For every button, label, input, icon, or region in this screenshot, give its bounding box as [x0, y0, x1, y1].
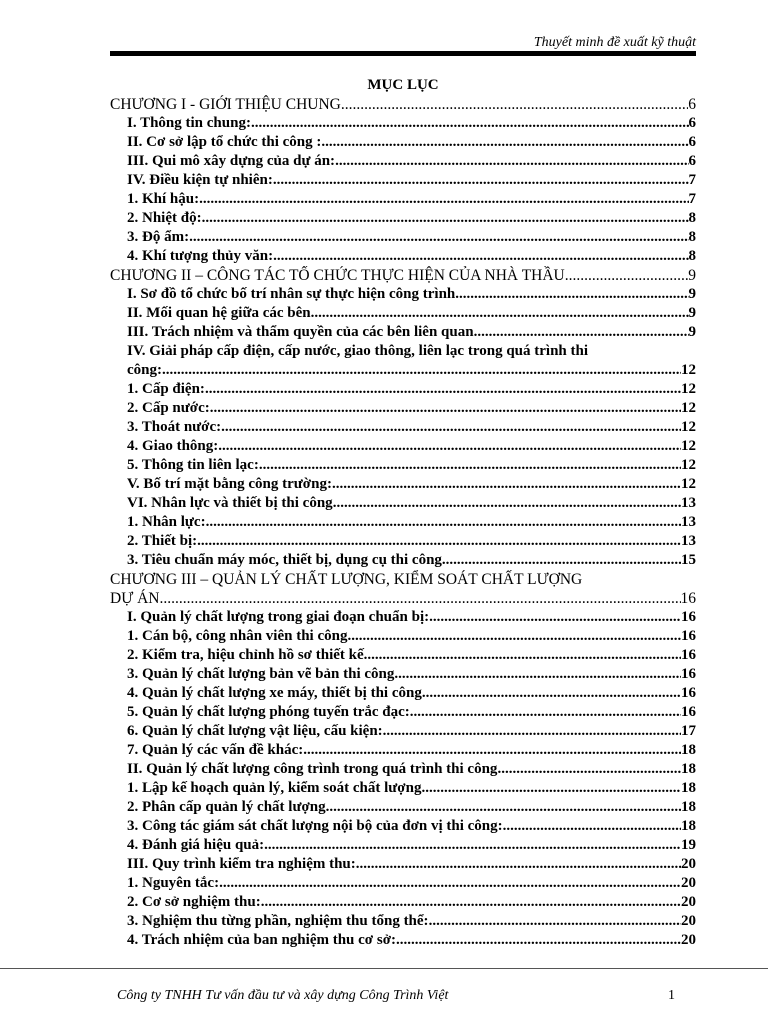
toc-entry[interactable] — [110, 836, 696, 855]
toc-leader-dots — [219, 874, 681, 893]
toc-entry-label: CHƯƠNG II – CÔNG TÁC TỔ CHỨC THỰC HIỆN CỦA NHÀ THẦU — [110, 267, 565, 284]
toc-leader-dots — [383, 722, 681, 741]
toc-entry[interactable] — [110, 665, 696, 684]
toc-entry-label: II. Cơ sở lập tổ chức thi công : — [127, 134, 322, 150]
toc-entry[interactable] — [110, 380, 696, 399]
toc-leader-dots — [503, 817, 681, 836]
toc-chapter-entry[interactable] — [110, 95, 696, 114]
toc-page-number: 12 — [681, 438, 696, 454]
toc-entry-label: 1. Cấp điện: — [127, 381, 205, 397]
toc-entry[interactable] — [110, 855, 696, 874]
toc-page-number: 6 — [688, 153, 696, 169]
toc-leader-dots — [159, 589, 680, 608]
toc-entry[interactable] — [110, 437, 696, 456]
toc-entry[interactable] — [110, 760, 696, 779]
toc-entry[interactable] — [110, 741, 696, 760]
toc-entry[interactable] — [110, 893, 696, 912]
toc-page-number: 16 — [681, 609, 696, 625]
toc-page-number: 12 — [681, 362, 696, 378]
toc-entry[interactable] — [110, 456, 696, 475]
toc-entry-label: 4. Khí tượng thủy văn: — [127, 248, 274, 264]
toc-entry-label: 4. Trách nhiệm của ban nghiệm thu cơ sở: — [127, 932, 397, 948]
toc-page-number: 18 — [681, 761, 696, 777]
toc-entry[interactable] — [110, 627, 696, 646]
toc-leader-dots — [341, 95, 688, 114]
toc-page-number: 6 — [688, 115, 696, 131]
toc-entry-label: 2. Kiểm tra, hiệu chỉnh hồ sơ thiết kế — [127, 647, 364, 663]
toc-leader-dots — [335, 152, 688, 171]
toc-entry-label: 1. Cán bộ, công nhân viên thi công — [127, 628, 348, 644]
toc-entry[interactable] — [110, 798, 696, 817]
toc-entry-label: 1. Lập kế hoạch quản lý, kiểm soát chất lượng — [127, 780, 422, 796]
toc-entry-label: DỰ ÁN — [110, 590, 160, 607]
toc-leader-dots — [347, 627, 681, 646]
toc-entry-label: 4. Giao thông: — [127, 438, 219, 454]
toc-chapter-entry[interactable] — [110, 266, 696, 285]
toc-page-number: 18 — [681, 742, 696, 758]
toc-leader-dots — [251, 114, 689, 133]
toc-entry[interactable] — [110, 532, 696, 551]
toc-page-number: 12 — [681, 476, 696, 492]
toc-leader-dots — [162, 361, 681, 380]
toc-entry[interactable] — [110, 304, 696, 323]
toc-entry-label: III. Quy trình kiểm tra nghiệm thu: — [127, 856, 356, 872]
toc-page-number: 12 — [681, 419, 696, 435]
toc-page-number: 16 — [681, 666, 696, 682]
toc-page-number: 18 — [681, 818, 696, 834]
toc-entry[interactable] — [110, 418, 696, 437]
toc-entry-label: 3. Quản lý chất lượng bản vẽ bản thi công — [127, 666, 395, 682]
toc-leader-dots — [221, 418, 681, 437]
toc-entry[interactable] — [110, 399, 696, 418]
toc-leader-dots — [210, 399, 681, 418]
toc-leader-dots — [396, 931, 681, 950]
toc-entry-label: 1. Nguyên tắc: — [127, 875, 220, 891]
toc-entry[interactable] — [110, 190, 696, 209]
toc-entry[interactable] — [110, 551, 696, 570]
toc-leader-dots — [197, 532, 681, 551]
toc-leader-dots — [455, 285, 688, 304]
toc-entry-label: III. Qui mô xây dựng của dự án: — [127, 153, 336, 169]
toc-entry-label: VI. Nhân lực và thiết bị thi công — [127, 495, 333, 511]
toc-entry-label: 2. Cơ sở nghiệm thu: — [127, 894, 261, 910]
toc-entry-continuation[interactable] — [110, 361, 696, 380]
toc-page-number: 18 — [681, 780, 696, 796]
toc-leader-dots — [261, 893, 681, 912]
toc-page-number: 7 — [688, 191, 696, 207]
toc-leader-dots — [205, 380, 681, 399]
toc-entry[interactable] — [110, 171, 696, 190]
toc-page-number: 16 — [680, 590, 696, 607]
table-of-contents — [110, 95, 696, 950]
toc-entry-label: 2. Nhiệt độ: — [127, 210, 202, 226]
toc-entry[interactable] — [110, 228, 696, 247]
toc-entry-label: 1. Nhân lực: — [127, 514, 206, 530]
toc-leader-dots — [273, 247, 688, 266]
toc-entry-label: II. Quản lý chất lượng công trình trong quá trình thi công — [127, 761, 498, 777]
toc-page-number: 13 — [681, 495, 696, 511]
toc-entry[interactable] — [110, 779, 696, 798]
toc-page-number: 15 — [681, 552, 696, 568]
toc-leader-dots — [259, 456, 681, 475]
toc-leader-dots — [429, 912, 681, 931]
toc-entry-label: II. Mối quan hệ giữa các bên — [127, 305, 311, 321]
toc-entry[interactable] — [110, 247, 696, 266]
toc-leader-dots — [333, 494, 681, 513]
toc-entry[interactable] — [110, 722, 696, 741]
toc-leader-dots — [199, 190, 688, 209]
toc-page-number: 16 — [681, 647, 696, 663]
toc-page-number: 9 — [688, 267, 696, 284]
toc-page-number: 20 — [681, 913, 696, 929]
toc-page-number: 20 — [681, 875, 696, 891]
footer-rule — [0, 968, 768, 969]
toc-entry[interactable] — [110, 133, 696, 152]
toc-leader-dots — [303, 741, 681, 760]
header-title: Thuyết minh đề xuất kỹ thuật — [533, 35, 696, 50]
toc-leader-dots — [218, 437, 681, 456]
header-rule — [110, 51, 696, 56]
toc-leader-dots — [332, 475, 681, 494]
toc-entry[interactable] — [110, 513, 696, 532]
toc-page-number: 9 — [688, 324, 696, 340]
footer-page-number: 1 — [668, 988, 675, 1003]
toc-leader-dots — [206, 513, 681, 532]
toc-entry-label: 6. Quản lý chất lượng vật liệu, cấu kiện: — [127, 723, 383, 739]
toc-entry[interactable] — [110, 152, 696, 171]
toc-entry[interactable]: IV. Giải pháp cấp điện, cấp nước, giao thông, liên lạc trong quá trình thi — [127, 343, 589, 359]
toc-leader-dots — [422, 684, 681, 703]
toc-page-number: 6 — [688, 134, 696, 150]
toc-entry-label: III. Trách nhiệm và thẩm quyền của các bên liên quan — [127, 324, 474, 340]
toc-page-number: 20 — [681, 856, 696, 872]
toc-entry[interactable] — [110, 931, 696, 950]
toc-leader-dots — [429, 608, 681, 627]
toc-entry-label: 5. Quản lý chất lượng phóng tuyến trắc đạc: — [127, 704, 410, 720]
toc-chapter-entry[interactable]: CHƯƠNG III – QUẢN LÝ CHẤT LƯỢNG, KIỂM SOÁT CHẤT LƯỢNG — [110, 571, 583, 588]
toc-leader-dots — [273, 171, 689, 190]
toc-leader-dots — [410, 703, 681, 722]
toc-leader-dots — [311, 304, 689, 323]
toc-entry-label: 5. Thông tin liên lạc: — [127, 457, 259, 473]
toc-leader-dots — [394, 665, 681, 684]
toc-entry-label: 7. Quản lý các vấn đề khác: — [127, 742, 304, 758]
toc-entry[interactable] — [110, 703, 696, 722]
toc-title: MỤC LỤC — [367, 77, 439, 93]
toc-leader-dots — [356, 855, 681, 874]
toc-entry-label: 2. Phân cấp quản lý chất lượng — [127, 799, 326, 815]
toc-entry-label: 3. Độ ẩm: — [127, 229, 190, 245]
toc-entry-label: 2. Thiết bị: — [127, 533, 198, 549]
toc-leader-dots — [565, 266, 689, 285]
toc-entry[interactable] — [110, 114, 696, 133]
toc-page-number: 16 — [681, 704, 696, 720]
toc-page-number: 9 — [688, 286, 696, 302]
toc-entry-label: 2. Cấp nước: — [127, 400, 210, 416]
toc-page-number: 16 — [681, 685, 696, 701]
toc-leader-dots — [497, 760, 681, 779]
toc-page-number: 13 — [681, 514, 696, 530]
toc-entry-label: 3. Tiêu chuẩn máy móc, thiết bị, dụng cụ thi công — [127, 552, 442, 568]
toc-page-number: 8 — [688, 229, 696, 245]
toc-entry[interactable] — [110, 209, 696, 228]
toc-entry-label: công: — [127, 362, 162, 378]
toc-page-number: 13 — [681, 533, 696, 549]
toc-entry-label: CHƯƠNG I - GIỚI THIỆU CHUNG — [110, 96, 341, 113]
toc-entry-label: 4. Đánh giá hiệu quả: — [127, 837, 265, 853]
toc-entry[interactable] — [110, 912, 696, 931]
toc-entry[interactable] — [110, 646, 696, 665]
toc-entry[interactable] — [110, 817, 696, 836]
toc-page-number: 17 — [681, 723, 696, 739]
toc-entry-label: 4. Quản lý chất lượng xe máy, thiết bị thi công — [127, 685, 422, 701]
toc-page-number: 12 — [681, 400, 696, 416]
toc-entry-label: I. Thông tin chung: — [127, 115, 251, 131]
footer-company: Công ty TNHH Tư vấn đầu tư và xây dựng Công Trình Việt — [117, 988, 449, 1003]
toc-page-number: 20 — [681, 894, 696, 910]
toc-leader-dots — [364, 646, 681, 665]
toc-page-number: 12 — [681, 457, 696, 473]
toc-page-number: 20 — [681, 932, 696, 948]
toc-entry[interactable] — [110, 323, 696, 342]
toc-leader-dots — [264, 836, 681, 855]
toc-page-number: 19 — [681, 837, 696, 853]
toc-leader-dots — [421, 779, 681, 798]
toc-entry-label: V. Bố trí mặt bằng công trường: — [127, 476, 332, 492]
toc-page-number: 7 — [688, 172, 696, 188]
toc-entry-label: 3. Nghiệm thu từng phần, nghiệm thu tổng thể: — [127, 913, 429, 929]
toc-entry-label: 3. Công tác giám sát chất lượng nội bộ của đơn vị thi công: — [127, 818, 503, 834]
toc-page-number: 6 — [688, 96, 696, 113]
toc-entry-label: 3. Thoát nước: — [127, 419, 222, 435]
toc-entry[interactable] — [110, 285, 696, 304]
toc-leader-dots — [442, 551, 681, 570]
toc-entry[interactable] — [110, 874, 696, 893]
toc-leader-dots — [202, 209, 689, 228]
toc-entry-continuation[interactable] — [110, 589, 696, 608]
toc-page-number: 12 — [681, 381, 696, 397]
toc-page-number: 16 — [681, 628, 696, 644]
toc-entry[interactable] — [110, 475, 696, 494]
toc-entry-label: I. Quản lý chất lượng trong giai đoạn chuẩn bị: — [127, 609, 430, 625]
toc-entry-label: 1. Khí hậu: — [127, 191, 200, 207]
toc-entry-label: IV. Điều kiện tự nhiên: — [127, 172, 273, 188]
toc-page-number: 8 — [688, 248, 696, 264]
toc-page-number: 18 — [681, 799, 696, 815]
toc-leader-dots — [321, 133, 688, 152]
toc-page-number: 9 — [688, 305, 696, 321]
toc-leader-dots — [326, 798, 681, 817]
toc-entry-label: I. Sơ đồ tổ chức bố trí nhân sự thực hiện công trình — [127, 286, 456, 302]
toc-entry[interactable] — [110, 494, 696, 513]
toc-leader-dots — [474, 323, 689, 342]
toc-entry[interactable] — [110, 684, 696, 703]
toc-leader-dots — [189, 228, 688, 247]
toc-entry[interactable] — [110, 608, 696, 627]
toc-page-number: 8 — [688, 210, 696, 226]
